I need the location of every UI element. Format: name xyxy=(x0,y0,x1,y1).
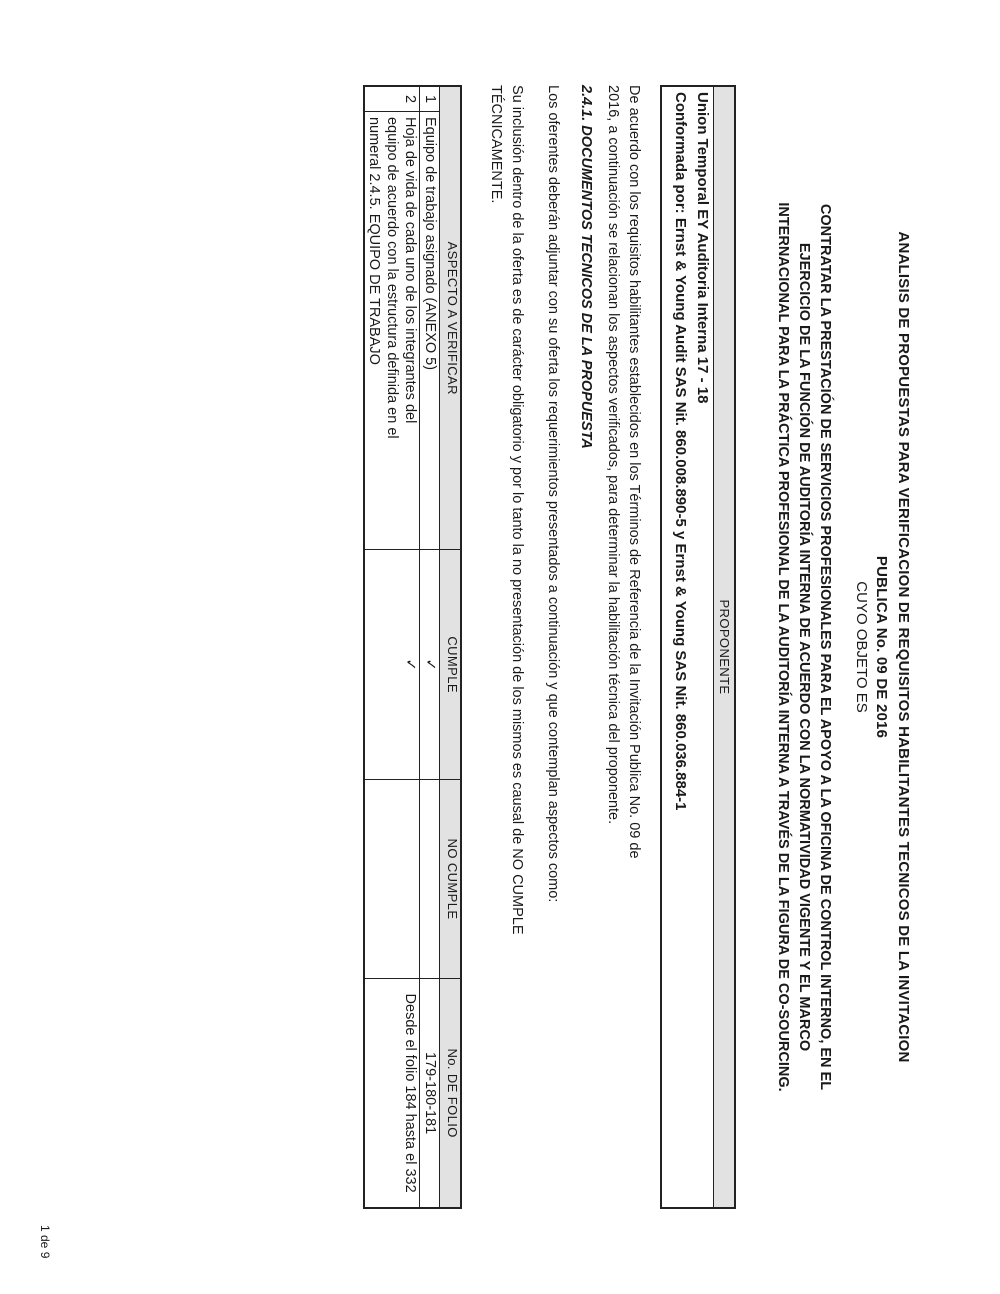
scope-line-1: CONTRATAR LA PRESTACIÓN DE SERVICIOS PROFESIONALES PARA EL APOYO A LA OFICINA DE CONTROL INTERNO, EN EL xyxy=(817,203,833,1091)
header-aspect: ASPECTO A VERIFICAR xyxy=(440,86,462,550)
intro-line-1: De acuerdo con los requisitos habilitantes establecidos en los Términos de Referencia de la Invitación Publica No. 09 de xyxy=(626,85,642,859)
row-aspect-line: Hoja de vida de cada uno de los integrantes del xyxy=(402,116,418,424)
row-aspect-line: equipo de acuerdo con la estructura definida en el xyxy=(384,116,400,439)
document-title xyxy=(870,85,914,1209)
row-aspect xyxy=(364,111,420,550)
intro-line-2: 2016, a continuación se relacionan los aspectos verificados, para determinar la habilitación técnica del proponente. xyxy=(605,85,621,825)
page-number: 1 de 9 xyxy=(38,1225,52,1259)
table-row xyxy=(364,86,420,1208)
row-aspect-line: numeral 2.4.5. EQUIPO DE TRABAJO xyxy=(366,116,382,365)
header-folio: No. DE FOLIO xyxy=(440,979,462,1208)
table-header-row xyxy=(440,86,462,1208)
proponent-box xyxy=(660,85,736,1209)
scope-line-3: INTERNACIONAL PARA LA PRÁCTICA PROFESIONAL DE LA AUDITORÍA INTERNA A TRAVÉS DE LA FIGURA DE CO-SOURCING. xyxy=(775,202,791,1092)
row-folio: Desde el folio 184 hasta el 332 xyxy=(364,979,420,1208)
title-line-2: PUBLICA No. 09 DE 2016 xyxy=(873,555,890,739)
row-folio: 179-180-181 xyxy=(420,979,440,1208)
mandatory-line-2: TÉCNICAMENTE. xyxy=(488,85,504,204)
row-not-complies xyxy=(420,779,440,978)
table-row xyxy=(420,86,440,1208)
header-complies: CUMPLE xyxy=(440,550,462,779)
proponent-members: Conformada por: Ernst & Young Audit SAS Nit. 860.008.890-5 y Ernst & Young SAS Nit. 860.036.884-1 xyxy=(672,92,689,811)
mandatory-paragraph xyxy=(485,85,527,1209)
contract-scope xyxy=(772,85,835,1209)
intro-paragraph xyxy=(602,85,644,1209)
requirement-paragraph: Los oferentes deberán adjuntar con su oferta los requerimientos presentados a continuación y que contemplan aspectos como: xyxy=(545,85,561,903)
row-complies-check: ✓ xyxy=(364,550,420,779)
verification-table xyxy=(363,85,462,1209)
proponent-header: PROPONENTE xyxy=(713,87,734,1207)
scope-line-2: EJERCICIO DE LA FUNCIÓN DE AUDITORÍA INTERNA DE ACUERDO CON LA NORMATIVIDAD VIGENTE Y EL MARCO xyxy=(796,242,812,1052)
row-number: 2 xyxy=(364,86,420,111)
header-not-complies: NO CUMPLE xyxy=(440,779,462,978)
row-complies-check: ✓ xyxy=(420,550,440,779)
mandatory-line-1: Su inclusión dentro de la oferta es de carácter obligatorio y por lo tanto la no presentación de los mismos es causal de NO CUMPLE xyxy=(509,85,525,935)
row-not-complies xyxy=(364,779,420,978)
title-line-1: ANALISIS DE PROPUESTAS PARA VERIFICACION DE REQUISITOS HABILITANTES TECNICOS DE LA INVITACION xyxy=(895,231,912,1063)
document-subtitle: CUYO OBJETO ES xyxy=(853,581,870,713)
row-number: 1 xyxy=(420,86,440,111)
row-aspect-line: Equipo de trabajo asignado (ANEXO 5) xyxy=(422,116,438,371)
proponent-name: Union Temporal EY Auditoria Interna 17 - 18 xyxy=(694,92,711,404)
section-heading: 2.4.1. DOCUMENTOS TECNICOS DE LA PROPUESTA xyxy=(578,85,594,449)
row-aspect xyxy=(420,111,440,550)
